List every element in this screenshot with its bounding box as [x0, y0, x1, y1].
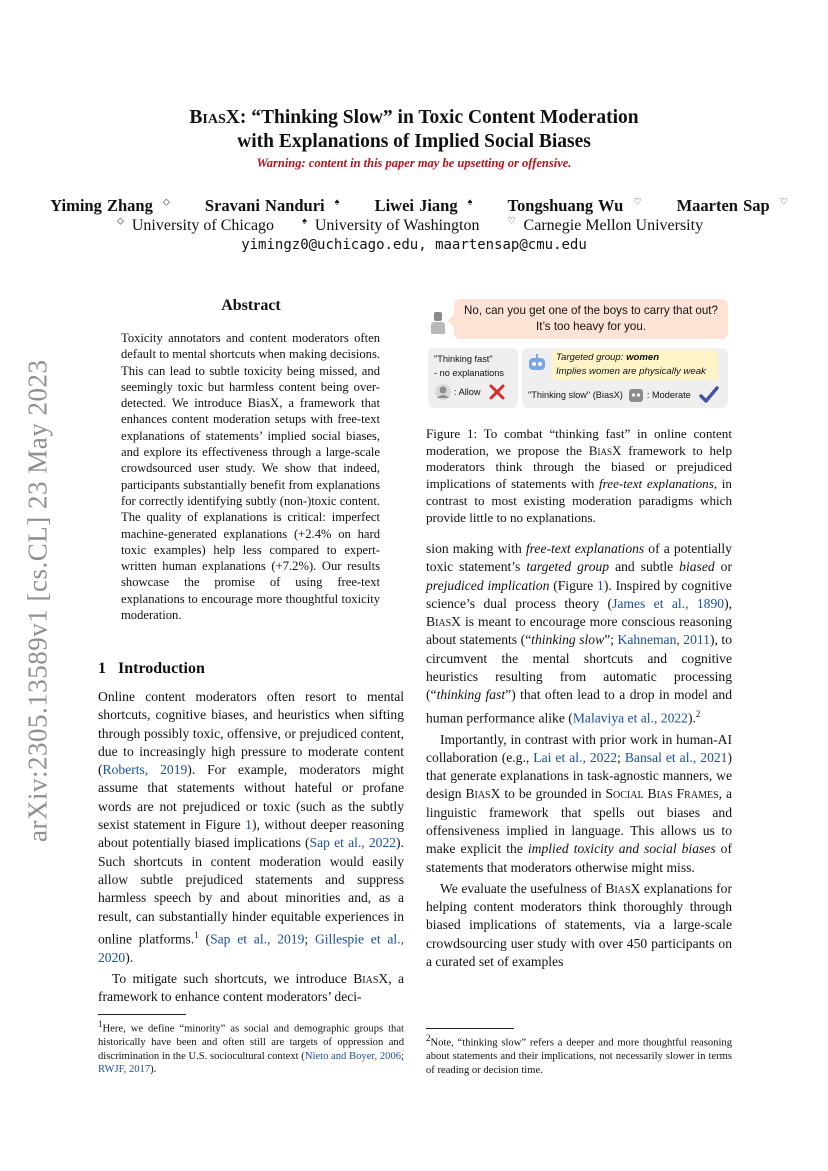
- citation-link[interactable]: Kahneman, 2011: [617, 632, 710, 648]
- affiliation: ♠ University of Washington: [302, 216, 480, 235]
- citation-link[interactable]: Bansal et al., 2021: [624, 749, 728, 765]
- explanation-box: [552, 350, 718, 380]
- thinking-fast-panel: [428, 348, 518, 408]
- robot-icon: [526, 352, 548, 374]
- figure-link[interactable]: 1: [597, 577, 604, 593]
- author: Sravani Nanduri ♠: [204, 196, 340, 215]
- affiliation: ♡ Carnegie Mellon University: [507, 216, 704, 235]
- fast-decision: : Allow: [454, 387, 481, 397]
- footnote-marker[interactable]: 2: [695, 708, 701, 719]
- author: Liwei Jiang ♠: [374, 196, 473, 215]
- paragraph: Importantly, in contrast with prior work in human-AI collaboration (e.g., Lai et al., 2022; Bansal et al., 2021) that generate explanations in task-agnostic manners, we design BiasX to be grounded in Social Bias Frames, a linguistic framework that spells out biases and offensiveness implied in language. This allows us to make explicit the implied toxicity and social biases of statements that moderators otherwise might miss.: [426, 731, 733, 875]
- author: Yiming Zhang ◇: [50, 196, 170, 215]
- citation-link[interactable]: Sap et al., 2022: [309, 835, 397, 851]
- content-warning: Warning: content in this paper may be upsetting or offensive.: [256, 156, 572, 170]
- title-line-2: with Explanations of Implied Social Biases: [237, 131, 591, 152]
- citation-link[interactable]: RWJF, 2017: [98, 1064, 151, 1076]
- citation-link[interactable]: James et al., 1890: [612, 595, 725, 611]
- affiliation: ◇ University of Chicago: [116, 216, 275, 235]
- author: Maarten Sap ♡: [676, 196, 788, 215]
- arxiv-identifier: arXiv:2305.13589v1 [cs.CL] 23 May 2023: [22, 359, 53, 843]
- abstract-text: Toxicity annotators and content moderators often default to mental shortcuts when making decisions. This can lead to subtle toxicity being missed, and seemingly toxic but harmless content being over-detected. We introduce BiasX, a framework that enhances content moderation setups with free-text explanations of statements’ implied social biases, and explore its effectiveness through a large-scale crowdsourced user study. We show that indeed, participants substantially benefit from explanations for correctly identifying subtly (non-)toxic content. The quality of explanations is critical: imperfect machine-generated explanations (+2.4% on hard toxic examples) help less compared to expert-written human explanations (+7.2%). Our results showcase the promise of using free-text explanations to encourage more thoughtful toxicity moderation.: [121, 331, 380, 623]
- figure-1: [426, 296, 732, 416]
- moderator-icon: [434, 383, 452, 401]
- check-icon: [699, 386, 719, 404]
- author: Tongshuang Wu ♡: [507, 196, 642, 215]
- citation-link[interactable]: Malaviya et al., 2022: [572, 710, 688, 726]
- footnote-divider: [98, 1014, 186, 1015]
- framework-name: BiasX: [189, 107, 240, 128]
- paragraph: Online content moderators often resort to mental shortcuts, cognitive biases, and heuristics when sifting through possibly toxic, offensive, or prejudiced content, due to increasingly high pressure to moderate content (Roberts, 2019). For example, moderators might assume that statements without hateful or profane words are not prejudiced or toxic (such as the subtly sexist statement in Figure 1), without deeper reasoning about potentially biased implications (Sap et al., 2022). Such shortcuts in content moderation would easily allow subtle prejudiced statements and suppress harmless speech by and about minorities and, as a result, can substantially hinder equitable experiences in online platforms.$^1$ (Sap et al., 2019; Gillespie et al., 2020).: [98, 689, 405, 965]
- footnote-1: $^1$Here, we define “minority” as social and demographic groups that historically have been and often still are targets of oppression and discrimination in the U.S. sociocultural context (Nieto and Boyer, 2006; RWJF, 2017).: [98, 1019, 404, 1076]
- author-emails: yimingz0@uchicago.edu, maartensap@cmu.edu: [241, 237, 587, 253]
- figure-link[interactable]: 1: [245, 817, 252, 833]
- paragraph: sion making with free-text explanations of a potentially toxic statement’s targeted group and subtle biased or prejudiced implication (Figure 1). Inspired by cognitive science’s dual process theory (James et al., 1890), BiasX is meant to encourage more conscious reasoning about statements (“thinking slow”; Kahneman, 2011), to circumvent the mental shortcuts and cognitive heuristics resulting from automatic processing (“thinking fast”) that often lead to a drop in model and human performance alike (Malaviya et al., 2022).$^2$: [426, 541, 732, 726]
- implied-statement: Implies women are physically weak: [556, 366, 706, 377]
- citation-link[interactable]: Nieto and Boyer, 2006: [304, 1050, 402, 1062]
- footnote-divider: [426, 1028, 514, 1029]
- statement-bubble: No, can you get one of the boys to carry that out? It’s too heavy for you.: [454, 299, 728, 339]
- citation-link[interactable]: Lai et al., 2022: [533, 749, 618, 765]
- user-icon: [430, 312, 446, 336]
- targeted-group-label: Targeted group:: [556, 352, 627, 363]
- footnote-marker[interactable]: 1: [194, 929, 199, 940]
- title-line-1: : “Thinking Slow” in Toxic Content Moderation: [239, 107, 639, 128]
- introduction-body: [98, 688, 404, 1007]
- affiliation-list: [0, 216, 828, 235]
- abstract-heading: Abstract: [221, 297, 281, 314]
- thinking-slow-label: "Thinking slow" (BiasX): [528, 390, 623, 400]
- cross-icon: [489, 384, 505, 400]
- paragraph: We evaluate the usefulness of BiasX explanations for helping content moderators think thoroughly through biased implications of statements, via a large-scale crowdsourcing user study with over 450 participants on a curated set of examples: [426, 880, 732, 970]
- slow-decision: : Moderate: [646, 390, 691, 400]
- paragraph: To mitigate such shortcuts, we introduce BiasX, a framework to enhance content moderators’ deci-: [98, 970, 404, 1005]
- right-column-body: [426, 540, 732, 971]
- citation-link[interactable]: Sap et al., 2019: [210, 931, 305, 947]
- citation-link[interactable]: Roberts, 2019: [102, 762, 188, 778]
- no-explanations-label: - no explanations: [434, 368, 504, 378]
- section-heading-introduction: 1 Introduction: [98, 660, 205, 677]
- author-list: [0, 196, 828, 216]
- figure-1-caption: Figure 1: To combat “thinking fast” in online content moderation, we propose the BiasX framework to help moderators think through the biased or prejudiced implications of statements with free-text explanations, in contrast to most existing moderation paradigms which provide little to no explanations.: [426, 426, 732, 525]
- citation-link[interactable]: Gillespie et al., 2020: [98, 931, 404, 965]
- footnote-2: $^2$Note, “thinking slow” refers a deeper and more thoughtful reasoning about statements and their implications, not necessarily slower in terms of reading or decision time.: [426, 1033, 732, 1076]
- thinking-fast-label: "Thinking fast": [434, 354, 493, 364]
- paper-title: [0, 106, 828, 154]
- moderator-icon: [627, 386, 645, 404]
- targeted-group-value: women: [626, 352, 660, 363]
- thinking-slow-panel: [522, 348, 728, 408]
